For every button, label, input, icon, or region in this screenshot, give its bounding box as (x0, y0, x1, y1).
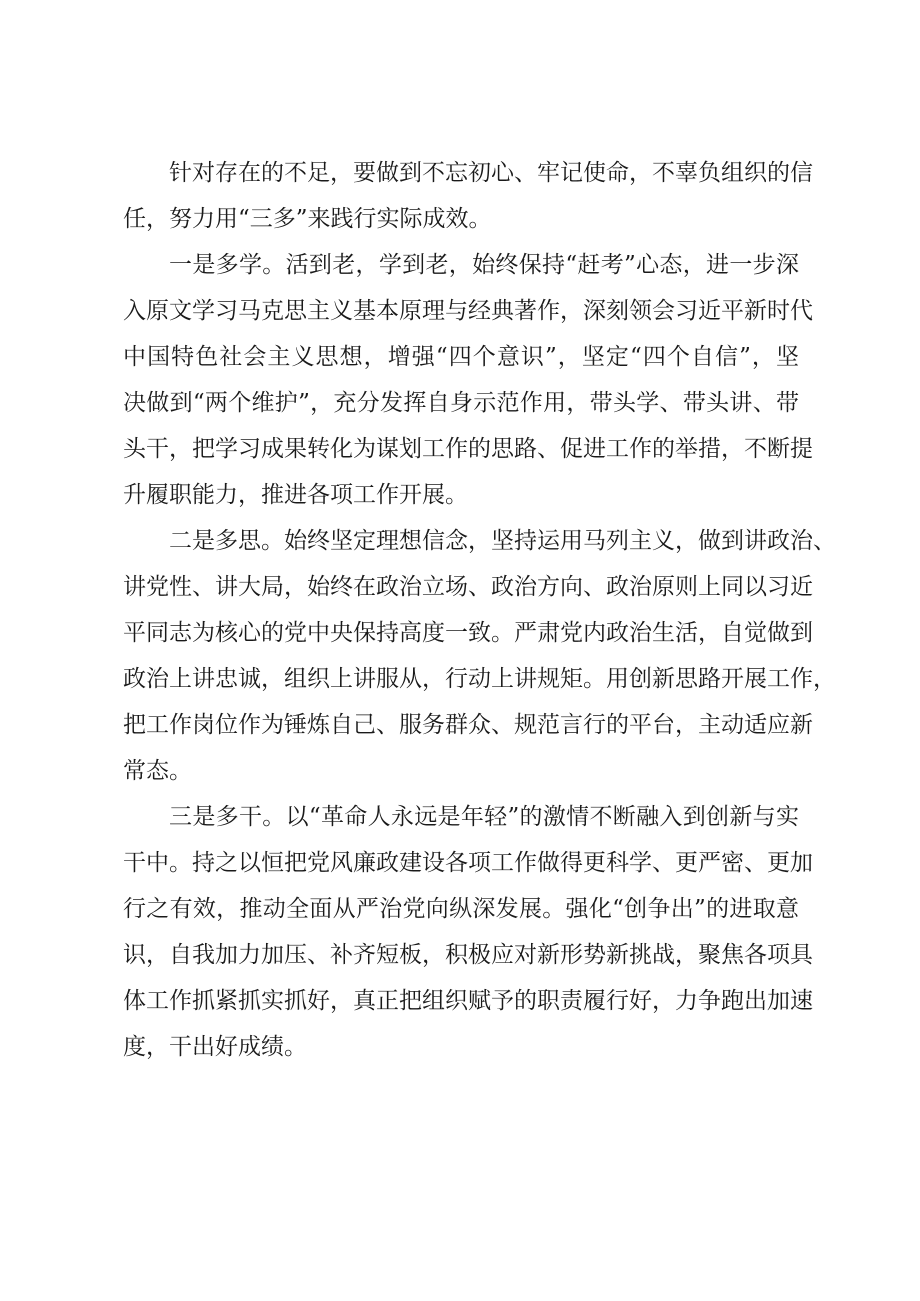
paragraph-line: 度，干出好成绩。 (123, 1034, 307, 1060)
paragraph-line: 识，自我加力加压、补齐短板，积极应对新形势新挑战，聚焦各项具 (123, 942, 813, 968)
paragraph-line: 体工作抓紧抓实抓好，真正把组织赋予的职责履行好，力争跑出加速 (123, 988, 813, 1014)
paragraph-line: 常态。 (123, 758, 192, 784)
paragraph-line: 把工作岗位作为锤炼自己、服务群众、规范言行的平台，主动适应新 (123, 712, 813, 738)
paragraph-line: 政治上讲忠诚，组织上讲服从，行动上讲规矩。用创新思路开展工作， (123, 666, 836, 692)
paragraph-line: 平同志为核心的党中央保持高度一致。严肃党内政治生活，自觉做到 (123, 620, 813, 646)
paragraph-line: 头干，把学习成果转化为谋划工作的思路、促进工作的举措，不断提 (123, 436, 813, 462)
paragraph-line: 任，努力用“三多”来践行实际成效。 (123, 206, 492, 232)
paragraph-line: 三是多干。以“革命人永远是年轻”的激情不断融入到创新与实 (169, 804, 799, 830)
paragraph-line: 干中。持之以恒把党风廉政建设各项工作做得更科学、更严密、更加 (123, 850, 813, 876)
paragraph-study (123, 242, 813, 518)
paragraph-line: 入原文学习马克思主义基本原理与经典著作，深刻领会习近平新时代 (123, 298, 813, 324)
paragraph-line: 讲党性、讲大局，始终在政治立场、政治方向、政治原则上同以习近 (123, 574, 813, 600)
paragraph-line: 决做到“两个维护”，充分发挥自身示范作用，带头学、带头讲、带 (123, 390, 799, 416)
paragraph-intro (123, 150, 813, 242)
paragraph-line: 二是多思。始终坚定理想信念，坚持运用马列主义，做到讲政治、 (169, 528, 836, 554)
paragraph-line: 一是多学。活到老，学到老，始终保持“赶考”心态，进一步深 (169, 252, 799, 278)
paragraph-think (123, 518, 836, 794)
paragraph-line: 升履职能力，推进各项工作开展。 (123, 482, 468, 508)
paragraph-line: 针对存在的不足，要做到不忘初心、牢记使命，不辜负组织的信 (169, 160, 813, 186)
paragraph-work (123, 794, 813, 1070)
paragraph-line: 行之有效，推动全面从严治党向纵深发展。强化“创争出”的进取意 (123, 896, 799, 922)
document-page (123, 150, 836, 1070)
paragraph-line: 中国特色社会主义思想，增强“四个意识”，坚定“四个自信”，坚 (123, 344, 799, 370)
